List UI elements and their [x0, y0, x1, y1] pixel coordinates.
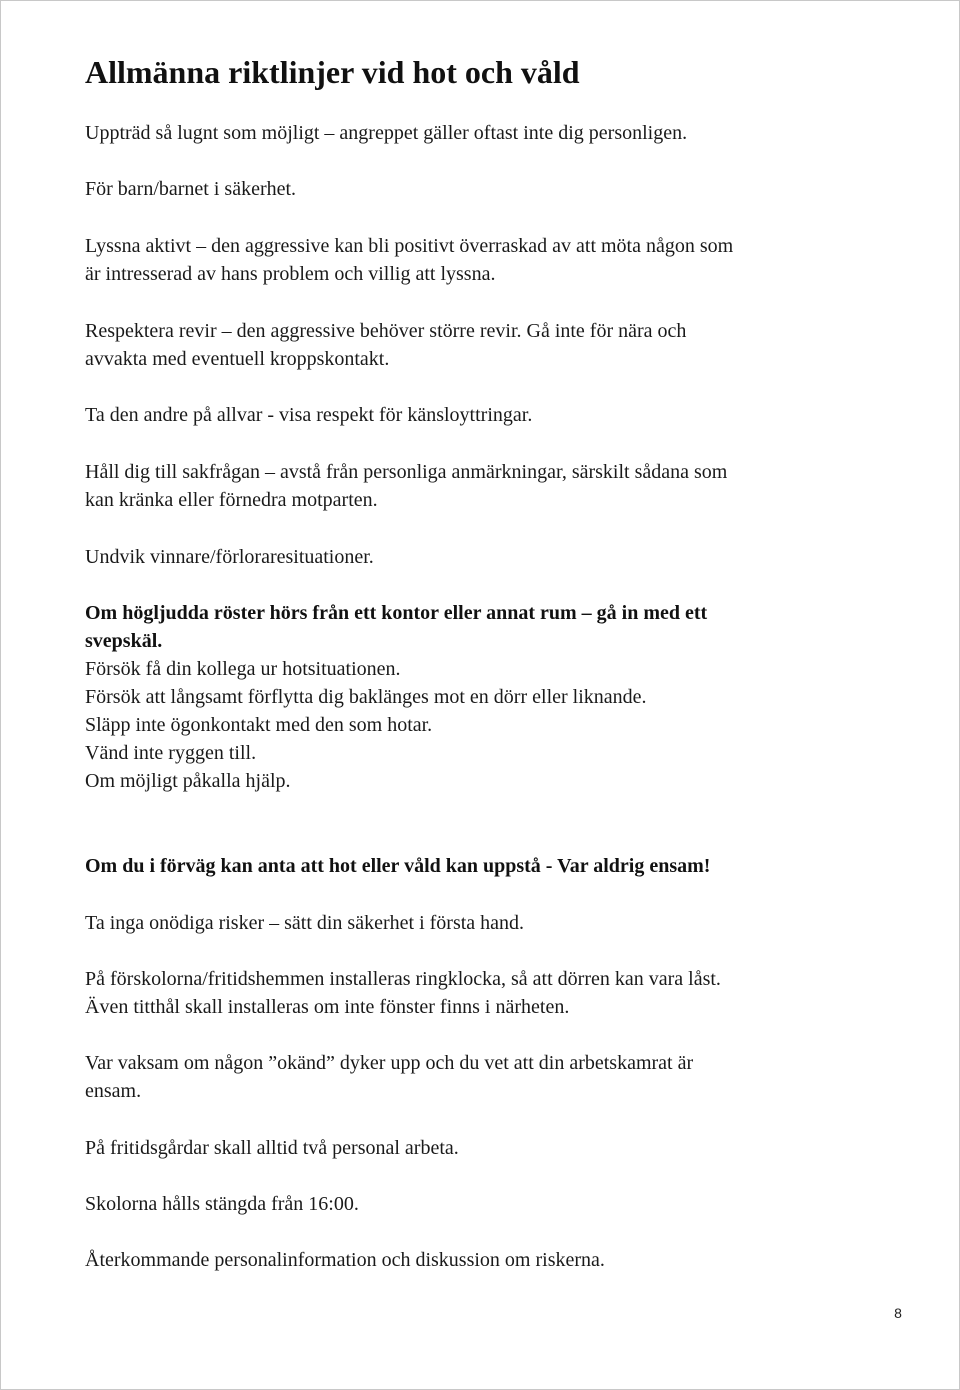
text-line: Var vaksam om någon ”okänd” dyker upp och du vet att din arbetskamrat är	[85, 1052, 694, 1074]
text-line: På fritidsgårdar skall alltid två personal arbeta.	[85, 1137, 459, 1159]
text-line: Ta den andre på allvar - visa respekt för känsloyttringar.	[85, 404, 533, 426]
page-title: Allmänna riktlinjer vid hot och våld	[85, 54, 580, 90]
bold-text-line: Om högljudda röster hörs från ett kontor eller annat rum – gå in med ett	[85, 602, 708, 624]
text-line: Ta inga onödiga risker – sätt din säkerhet i första hand.	[85, 912, 525, 934]
text-line: Uppträd så lugnt som möjligt – angreppet gäller oftast inte dig personligen.	[85, 122, 688, 144]
text-line: Håll dig till sakfrågan – avstå från personliga anmärkningar, särskilt sådana som	[85, 461, 728, 483]
text-line: På förskolorna/fritidshemmen installeras ringklocka, så att dörren kan vara låst.	[85, 968, 721, 990]
text-line: avvakta med eventuell kroppskontakt.	[85, 348, 390, 370]
text-line: För barn/barnet i säkerhet.	[85, 178, 297, 200]
text-line: Vänd inte ryggen till.	[85, 742, 257, 764]
text-line: Även titthål skall installeras om inte fönster finns i närheten.	[85, 996, 570, 1018]
text-line: ensam.	[85, 1080, 142, 1102]
bold-text-line: Om du i förväg kan anta att hot eller våld kan uppstå - Var aldrig ensam!	[85, 855, 711, 877]
text-line: kan kränka eller förnedra motparten.	[85, 489, 378, 511]
text-line: Lyssna aktivt – den aggressive kan bli positivt överraskad av att möta någon som	[85, 235, 734, 257]
text-line: Respektera revir – den aggressive behöver större revir. Gå inte för nära och	[85, 320, 687, 342]
text-line: Släpp inte ögonkontakt med den som hotar.	[85, 714, 433, 736]
bold-text-line: svepskäl.	[85, 630, 163, 652]
text-line: Undvik vinnare/förloraresituationer.	[85, 546, 374, 568]
page-number: 8	[894, 1305, 902, 1321]
text-line: är intresserad av hans problem och villig att lyssna.	[85, 263, 496, 285]
text-line: Återkommande personalinformation och diskussion om riskerna.	[85, 1249, 605, 1271]
text-line: Skolorna hålls stängda från 16:00.	[85, 1193, 359, 1215]
text-line: Försök få din kollega ur hotsituationen.	[85, 658, 401, 680]
text-line: Om möjligt påkalla hjälp.	[85, 770, 291, 792]
text-line: Försök att långsamt förflytta dig baklänges mot en dörr eller liknande.	[85, 686, 647, 708]
